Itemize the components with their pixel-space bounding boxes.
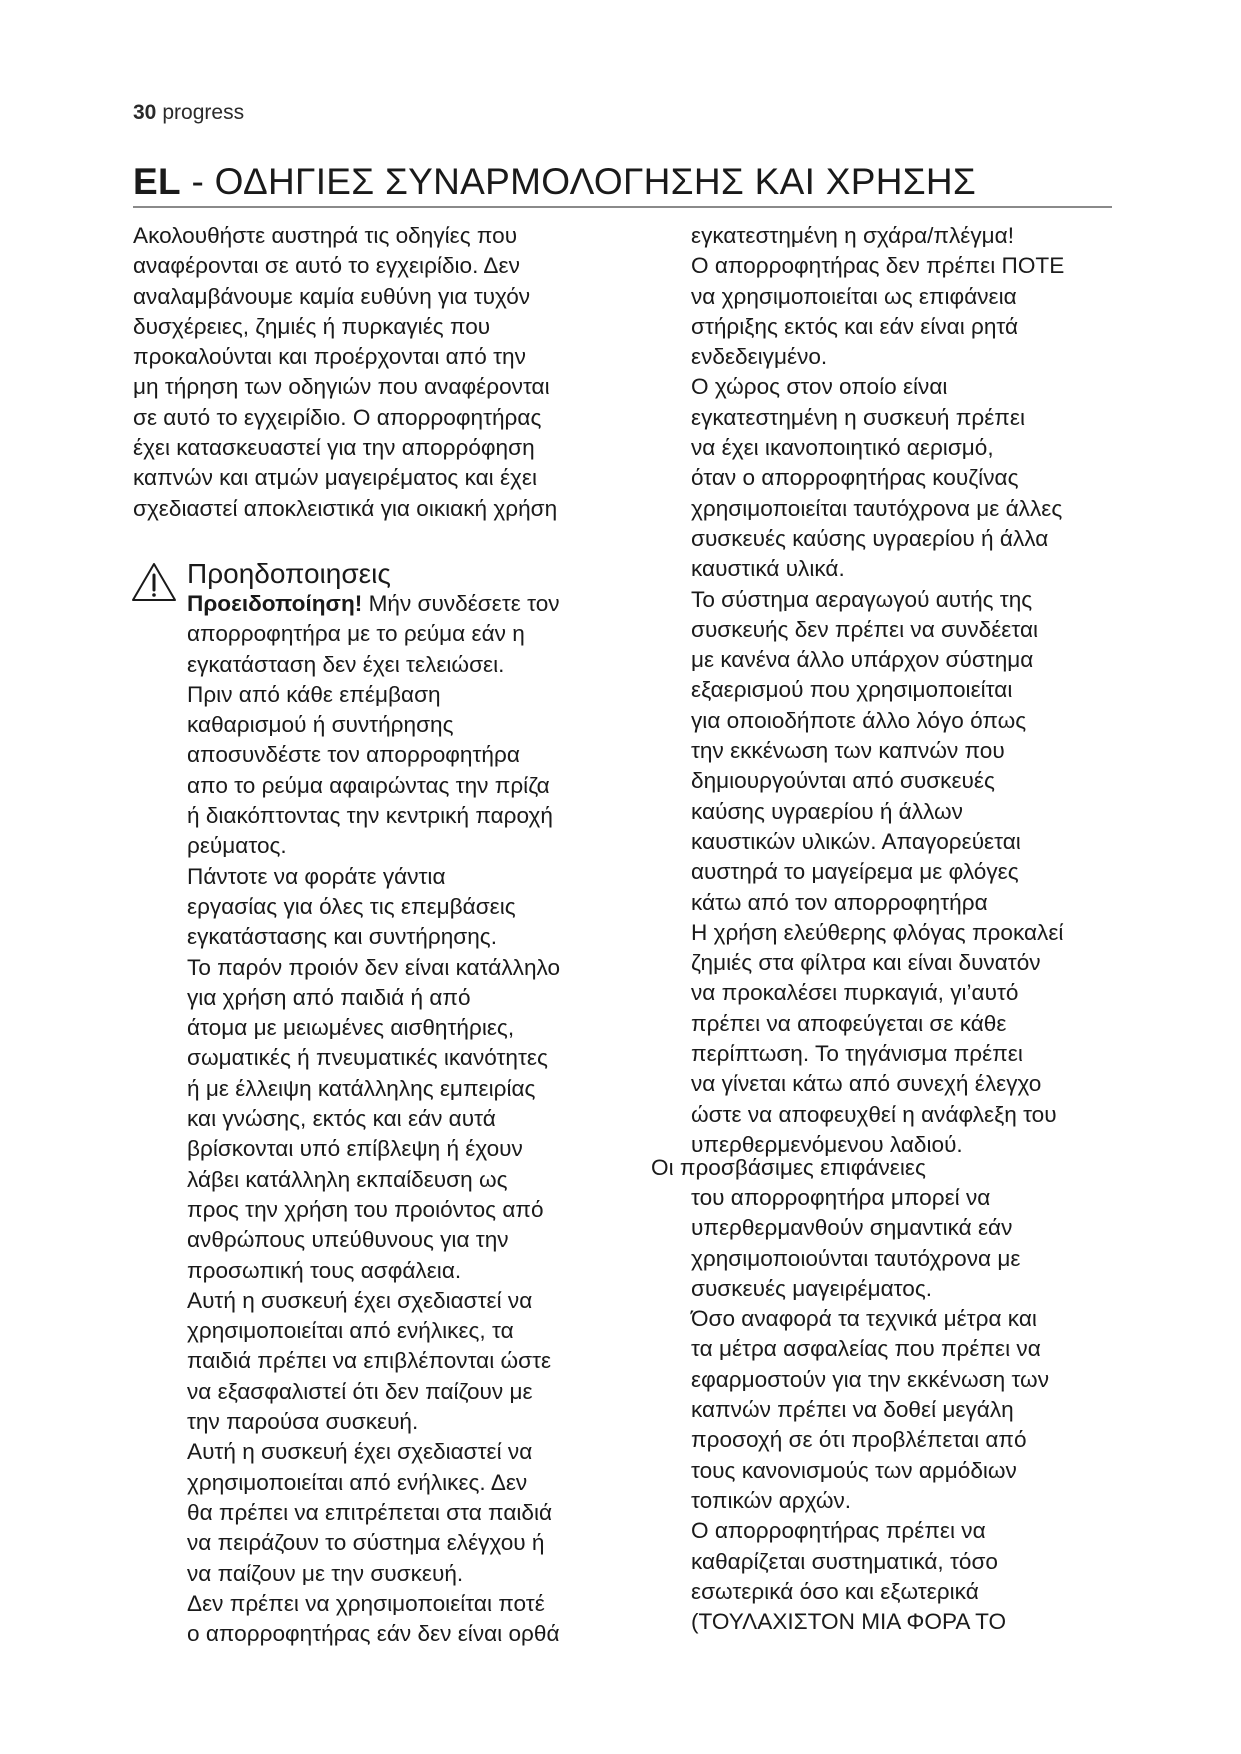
text-line: αναφέρονται σε αυτό το εγχειρίδιο. Δεν bbox=[133, 253, 520, 279]
warning-first-text: Μήν συνδέσετε τον bbox=[362, 591, 560, 616]
text-line: Δεν πρέπει να χρησιμοποιείται ποτέ bbox=[187, 1590, 545, 1616]
text-line: εργασίας για όλες τις επεμβάσεις bbox=[187, 893, 516, 919]
text-line: όταν ο απορροφητήρας κουζίνας bbox=[691, 465, 1019, 491]
text-line: προσοχή σε ότι προβλέπεται από bbox=[691, 1427, 1027, 1453]
text-line: ανθρώπους υπεύθυνους για την bbox=[187, 1227, 509, 1253]
text-line: καύσης υγραερίου ή άλλων bbox=[691, 798, 963, 824]
text-line: ζημιές στα φίλτρα και είναι δυνατόν bbox=[691, 950, 1041, 976]
text-line: θα πρέπει να επιτρέπεται στα παιδιά bbox=[187, 1499, 553, 1525]
text-line: τους κανονισμούς των αρμόδιων bbox=[691, 1457, 1017, 1483]
text-line: έχει κατασκευαστεί για την απορρόφηση bbox=[133, 435, 535, 461]
text-line: να γίνεται κάτω από συνεχή έλεγχο bbox=[691, 1071, 1042, 1097]
text-line: Πάντοτε να φοράτε γάντια bbox=[187, 863, 446, 889]
page-header bbox=[133, 100, 244, 126]
text-line: καυστικά υλικά. bbox=[691, 556, 845, 582]
text-line: εφαρμοστούν για την εκκένωση των bbox=[691, 1366, 1049, 1392]
text-line: ο απορροφητήρας εάν δεν είναι ορθά bbox=[187, 1621, 560, 1647]
text-line: Αυτή η συσκευή έχει σχεδιαστεί να bbox=[187, 1439, 533, 1465]
text-line: δυσχέρειες, ζημιές ή πυρκαγιές που bbox=[133, 313, 491, 339]
warning-label: Προειδοποίηση! bbox=[187, 591, 363, 616]
text-line: απο το ρεύμα αφαιρώντας την πρίζα bbox=[187, 772, 550, 798]
text-line: Ο απορροφητήρας δεν πρέπει ΠΟΤΕ bbox=[691, 253, 1065, 279]
text-line: να χρησιμοποιείται ως επιφάνεια bbox=[691, 283, 1017, 309]
text-line: καθαρισμού ή συντήρησης bbox=[187, 712, 454, 738]
intro-paragraph bbox=[133, 221, 557, 524]
text-line: λάβει κατάλληλη εκπαίδευση ως bbox=[187, 1166, 508, 1192]
page-title bbox=[133, 160, 976, 204]
text-line: καυστικών υλικών. Απαγορεύεται bbox=[691, 828, 1021, 854]
text-line: ρεύματος. bbox=[187, 833, 287, 859]
text-line: σε αυτό το εγχειρίδιο. Ο απορροφητήρας bbox=[133, 404, 542, 430]
text-line: Αυτή η συσκευή έχει σχεδιαστεί να bbox=[187, 1287, 533, 1313]
text-line: ενδεδειγμένο. bbox=[691, 344, 828, 370]
text-line: του απορροφητήρα μπορεί να bbox=[691, 1185, 991, 1210]
text-line: να προκαλέσει πυρκαγιά, γι’αυτό bbox=[691, 980, 1019, 1006]
text-line: υπερθερμενόμενου λαδιού. bbox=[691, 1131, 963, 1157]
text-line: Ο χώρος στον οποίο είναι bbox=[691, 374, 948, 400]
text-line: συσκευές καύσης υγραερίου ή άλλα bbox=[691, 525, 1049, 551]
text-line: Πριν από κάθε επέμβαση bbox=[187, 681, 441, 707]
text-line: Οι προσβάσιμες επιφάνειες bbox=[651, 1155, 926, 1180]
text-line: χρησιμοποιούνται ταυτόχρονα με bbox=[691, 1245, 1021, 1271]
text-line: (ΤΟΥΛΑΧΙΣΤΟΝ ΜΙΑ ΦΟΡΑ ΤΟ bbox=[691, 1609, 1007, 1635]
text-line: απορροφητήρα με το ρεύμα εάν η bbox=[187, 621, 525, 647]
text-line: να εξασφαλιστεί ότι δεν παίζουν με bbox=[187, 1378, 533, 1404]
text-line: ή με έλλειψη κατάλληλης εμπειρίας bbox=[187, 1075, 536, 1101]
text-line: συσκευής δεν πρέπει να συνδέεται bbox=[691, 616, 1039, 642]
text-line: χρησιμοποιείται από ενήλικες, τα bbox=[187, 1318, 514, 1344]
text-line: την εκκένωση των καπνών που bbox=[691, 738, 1005, 764]
text-line: και γνώσης, εκτός και εάν αυτά bbox=[187, 1106, 496, 1132]
right-column-block-b bbox=[651, 1153, 926, 1183]
text-line: Το παρόν προιόν δεν είναι κατάλληλο bbox=[187, 954, 561, 980]
text-line: τοπικών αρχών. bbox=[691, 1487, 852, 1513]
text-line: ώστε να αποφευχθεί η ανάφλεξη του bbox=[691, 1101, 1057, 1127]
text-line: προκαλούνται και προέρχονται από την bbox=[133, 344, 526, 370]
text-line: με κανένα άλλο υπάρχον σύστημα bbox=[691, 647, 1034, 673]
text-line: βρίσκονται υπό επίβλεψη ή έχουν bbox=[187, 1136, 523, 1162]
text-line: στήριξης εκτός και εάν είναι ρητά bbox=[691, 313, 1019, 339]
right-column-block-c bbox=[691, 1183, 1049, 1637]
text-line: εξαερισμού που χρησιμοποιείται bbox=[691, 677, 1013, 703]
warnings-heading: Προηδοποιησεις bbox=[187, 558, 391, 589]
text-line: κάτω από τον απορροφητήρα bbox=[691, 889, 988, 915]
text-line: Όσο αναφορά τα τεχνικά μέτρα και bbox=[691, 1306, 1037, 1332]
text-line: σχεδιαστεί αποκλειστικά για οικιακή χρήση bbox=[133, 495, 558, 521]
text-line: άτομα με μειωμένες αισθητήριες, bbox=[187, 1015, 515, 1041]
text-line: εγκατάστασης και συντήρησης. bbox=[187, 924, 497, 950]
text-line: ή διακόπτοντας την κεντρική παροχή bbox=[187, 803, 553, 829]
title-divider bbox=[133, 206, 1112, 208]
text-line: αυστηρά το μαγείρεμα με φλόγες bbox=[691, 859, 1019, 885]
text-line: Το σύστημα αεραγωγού αυτής της bbox=[691, 586, 1033, 612]
text-line: για χρήση από παιδιά ή από bbox=[187, 984, 471, 1010]
text-line: συσκευές μαγειρέματος. bbox=[691, 1275, 933, 1301]
text-line: την παρούσα συσκευή. bbox=[187, 1409, 419, 1435]
text-line: προς την χρήση του προιόντος από bbox=[187, 1196, 544, 1222]
text-line: χρησιμοποιείται από ενήλικες. Δεν bbox=[187, 1469, 528, 1495]
text-line: μη τήρηση των οδηγιών που αναφέρονται bbox=[133, 374, 550, 400]
warnings-body bbox=[187, 589, 560, 1649]
right-column-block-a bbox=[691, 221, 1064, 1160]
brand-name: progress bbox=[162, 101, 245, 124]
text-line: Η χρήση ελεύθερης φλόγας προκαλεί bbox=[691, 919, 1064, 945]
text-line: να πειράζουν το σύστημα ελέγχου ή bbox=[187, 1530, 545, 1556]
language-code: EL bbox=[133, 161, 181, 202]
text-line: υπερθερμανθούν σημαντικά εάν bbox=[691, 1215, 1013, 1241]
text-line: πρέπει να αποφεύγεται σε κάθε bbox=[691, 1010, 1007, 1036]
text-line: καπνών και ατμών μαγειρέματος και έχει bbox=[133, 465, 537, 491]
text-line: εγκατεστημένη η σχάρα/πλέγμα! bbox=[691, 223, 1015, 248]
title-text: - ΟΔΗΓΙΕΣ ΣΥΝΑΡΜΟΛΟΓΗΣΗΣ ΚΑΙ ΧΡΗΣΗΣ bbox=[180, 161, 977, 202]
text-line: σωματικές ή πνευματικές ικανότητες bbox=[187, 1045, 548, 1071]
text-line: εγκατεστημένη η συσκευή πρέπει bbox=[691, 404, 1025, 430]
text-line: παιδιά πρέπει να επιβλέπονται ώστε bbox=[187, 1348, 552, 1374]
text-line: εγκατάσταση δεν έχει τελειώσει. bbox=[187, 651, 505, 677]
text-line: δημιουργούνται από συσκευές bbox=[691, 768, 995, 794]
text-line: προσωπική τους ασφάλεια. bbox=[187, 1257, 462, 1283]
text-line: περίπτωση. Το τηγάνισμα πρέπει bbox=[691, 1041, 1023, 1067]
text-line: αποσυνδέστε τον απορροφητήρα bbox=[187, 742, 520, 768]
text-line: χρησιμοποιείται ταυτόχρονα με άλλες bbox=[691, 495, 1063, 521]
text-line: τα μέτρα ασφαλείας που πρέπει να bbox=[691, 1336, 1041, 1362]
text-line: να παίζουν με την συσκευή. bbox=[187, 1560, 464, 1586]
page-number: 30 bbox=[133, 101, 157, 124]
text-line: Ακολουθήστε αυστηρά τις οδηγίες που bbox=[133, 223, 518, 248]
text-line: εσωτερικά όσο και εξωτερικά bbox=[691, 1578, 979, 1604]
text-line: για οποιοδήποτε άλλο λόγο όπως bbox=[691, 707, 1027, 733]
text-line: καθαρίζεται συστηματικά, τόσο bbox=[691, 1548, 998, 1574]
warning-triangle-icon bbox=[131, 562, 177, 602]
text-line: Ο απορροφητήρας πρέπει να bbox=[691, 1518, 986, 1544]
text-line: να έχει ικανοποιητικό αερισμό, bbox=[691, 435, 994, 461]
text-line: αναλαμβάνουμε καμία ευθύνη για τυχόν bbox=[133, 283, 531, 309]
text-line: καπνών πρέπει να δοθεί μεγάλη bbox=[691, 1397, 1014, 1423]
text-line bbox=[187, 589, 560, 619]
